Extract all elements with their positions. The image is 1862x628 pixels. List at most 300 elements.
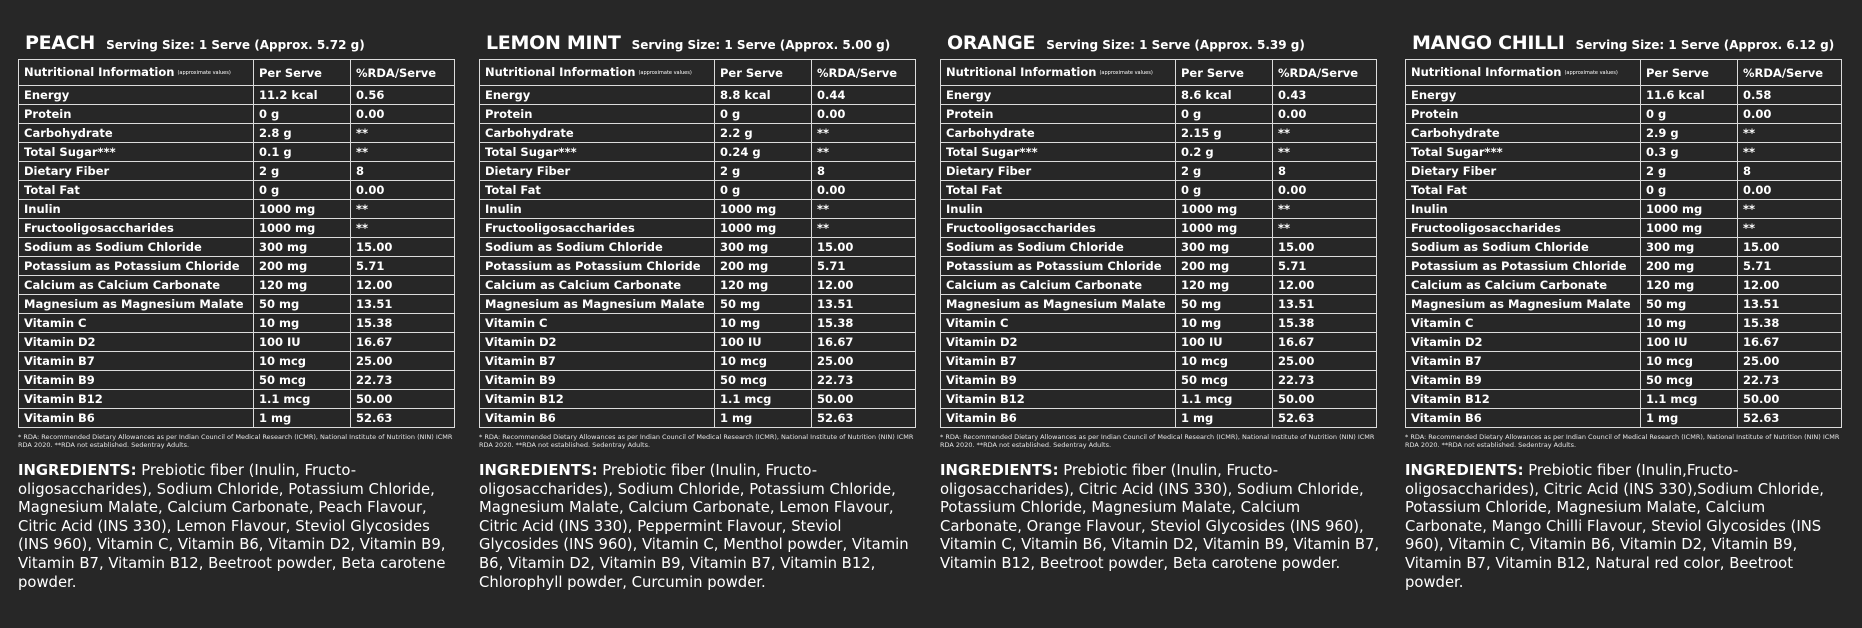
table-body (1406, 86, 1842, 428)
rda-cell: 22.73 (1273, 371, 1377, 390)
per-serve-cell: 200 mg (715, 257, 812, 276)
approx-note: (approximate values) (177, 69, 231, 76)
nutrient-name-cell: Vitamin B12 (941, 390, 1176, 409)
per-serve-cell: 1000 mg (1176, 200, 1273, 219)
per-serve-cell: 50 mg (715, 295, 812, 314)
flavor-name: MANGO CHILLI (1412, 32, 1565, 54)
per-serve-cell: 1000 mg (1641, 200, 1738, 219)
table-header-row (480, 60, 916, 86)
per-serve-cell: 50 mcg (1641, 371, 1738, 390)
table-row (941, 86, 1377, 105)
nutrient-name-cell: Vitamin B7 (480, 352, 715, 371)
rda-footnote: * RDA: Recommended Dietary Allowances as per Indian Council of Medical Research (ICMR), National Institute of Nutrition (NIN) ICMR RDA 2020. **RDA not established. Sedentray Adults. (479, 433, 914, 449)
ingredients-label: INGREDIENTS: (1405, 462, 1524, 479)
table-row (480, 295, 916, 314)
nutrient-name-cell: Vitamin B12 (19, 390, 254, 409)
per-serve-cell: 50 mcg (254, 371, 351, 390)
table-row (941, 409, 1377, 428)
rda-cell: ** (351, 124, 455, 143)
table-row (1406, 295, 1842, 314)
nutrition-table (479, 59, 916, 428)
per-serve-cell: 8.8 kcal (715, 86, 812, 105)
nutrient-name-cell: Dietary Fiber (1406, 162, 1641, 181)
nutrient-name-cell: Magnesium as Magnesium Malate (480, 295, 715, 314)
rda-cell: 5.71 (1738, 257, 1842, 276)
per-serve-cell: 200 mg (1641, 257, 1738, 276)
nutrient-name-cell: Vitamin D2 (480, 333, 715, 352)
flavor-name: PEACH (25, 32, 95, 54)
rda-cell: 12.00 (1273, 276, 1377, 295)
table-row (19, 200, 455, 219)
rda-cell: 50.00 (1738, 390, 1842, 409)
table-row (19, 371, 455, 390)
table-row (1406, 371, 1842, 390)
nutrient-name-cell: Total Fat (480, 181, 715, 200)
header-nutrition: Nutritional Information (approximate values) (1406, 60, 1641, 86)
per-serve-cell: 0 g (715, 181, 812, 200)
table-row (19, 124, 455, 143)
rda-footnote: * RDA: Recommended Dietary Allowances as per Indian Council of Medical Research (ICMR), National Institute of Nutrition (NIN) ICMR RDA 2020. **RDA not established. Sedentray Adults. (1405, 433, 1840, 449)
rda-cell: 50.00 (351, 390, 455, 409)
per-serve-cell: 0.2 g (1176, 143, 1273, 162)
header-nutrition: Nutritional Information (approximate values) (941, 60, 1176, 86)
per-serve-cell: 1.1 mcg (1641, 390, 1738, 409)
table-row (941, 124, 1377, 143)
nutrient-name-cell: Vitamin B7 (941, 352, 1176, 371)
per-serve-cell: 2 g (254, 162, 351, 181)
rda-cell: ** (1738, 219, 1842, 238)
rda-cell: ** (1738, 143, 1842, 162)
nutrient-name-cell: Dietary Fiber (941, 162, 1176, 181)
per-serve-cell: 1.1 mcg (715, 390, 812, 409)
table-row (480, 200, 916, 219)
rda-cell: 15.00 (1738, 238, 1842, 257)
table-row (19, 143, 455, 162)
panel-title-row (947, 32, 1378, 56)
approx-note: (approximate values) (1099, 69, 1153, 76)
per-serve-cell: 2 g (715, 162, 812, 181)
per-serve-cell: 0 g (1641, 105, 1738, 124)
table-row (1406, 333, 1842, 352)
table-row (1406, 181, 1842, 200)
table-header-row (941, 60, 1377, 86)
rda-cell: 13.51 (1738, 295, 1842, 314)
per-serve-cell: 10 mcg (254, 352, 351, 371)
nutrient-name-cell: Fructooligosaccharides (480, 219, 715, 238)
rda-cell: 0.56 (351, 86, 455, 105)
table-row (19, 409, 455, 428)
per-serve-cell: 1 mg (254, 409, 351, 428)
table-row (19, 352, 455, 371)
table-row (1406, 352, 1842, 371)
serving-size: Serving Size: 1 Serve (Approx. 5.00 g) (631, 38, 891, 52)
rda-cell: ** (812, 219, 916, 238)
rda-cell: 22.73 (1738, 371, 1842, 390)
nutrient-name-cell: Vitamin B12 (1406, 390, 1641, 409)
nutrient-name-cell: Potassium as Potassium Chloride (1406, 257, 1641, 276)
rda-cell: 50.00 (1273, 390, 1377, 409)
nutrient-name-cell: Vitamin B6 (941, 409, 1176, 428)
rda-cell: 25.00 (1738, 352, 1842, 371)
nutrient-name-cell: Calcium as Calcium Carbonate (480, 276, 715, 295)
nutrient-name-cell: Sodium as Sodium Chloride (480, 238, 715, 257)
ingredients-block (1405, 462, 1845, 592)
per-serve-cell: 0.3 g (1641, 143, 1738, 162)
rda-cell: 5.71 (812, 257, 916, 276)
flavor-name: ORANGE (947, 32, 1036, 54)
per-serve-cell: 120 mg (254, 276, 351, 295)
nutrient-name-cell: Dietary Fiber (480, 162, 715, 181)
rda-cell: ** (1273, 200, 1377, 219)
ingredients-block (479, 462, 919, 592)
table-row (1406, 200, 1842, 219)
rda-cell: 0.00 (351, 105, 455, 124)
nutrient-name-cell: Energy (1406, 86, 1641, 105)
nutrient-name-cell: Magnesium as Magnesium Malate (19, 295, 254, 314)
rda-cell: 52.63 (1738, 409, 1842, 428)
nutrient-name-cell: Carbohydrate (480, 124, 715, 143)
nutrient-name-cell: Fructooligosaccharides (1406, 219, 1641, 238)
per-serve-cell: 1000 mg (715, 200, 812, 219)
rda-cell: 16.67 (1738, 333, 1842, 352)
rda-cell: 16.67 (812, 333, 916, 352)
per-serve-cell: 11.6 kcal (1641, 86, 1738, 105)
table-row (19, 257, 455, 276)
panel-orange (940, 32, 1378, 574)
table-row (941, 200, 1377, 219)
per-serve-cell: 300 mg (1176, 238, 1273, 257)
rda-cell: 15.00 (1273, 238, 1377, 257)
table-body (19, 86, 455, 428)
panel-title-row (486, 32, 917, 56)
nutrient-name-cell: Fructooligosaccharides (941, 219, 1176, 238)
table-row (480, 162, 916, 181)
per-serve-cell: 200 mg (254, 257, 351, 276)
rda-cell: 25.00 (351, 352, 455, 371)
table-row (480, 238, 916, 257)
table-row (1406, 238, 1842, 257)
nutrient-name-cell: Dietary Fiber (19, 162, 254, 181)
nutrient-name-cell: Calcium as Calcium Carbonate (1406, 276, 1641, 295)
per-serve-cell: 100 IU (1641, 333, 1738, 352)
header-per-serve: Per Serve (1176, 60, 1273, 86)
nutrient-name-cell: Protein (480, 105, 715, 124)
table-row (480, 333, 916, 352)
table-row (941, 276, 1377, 295)
table-row (19, 219, 455, 238)
per-serve-cell: 2.8 g (254, 124, 351, 143)
per-serve-cell: 300 mg (254, 238, 351, 257)
per-serve-cell: 10 mg (1176, 314, 1273, 333)
table-row (19, 181, 455, 200)
rda-cell: 25.00 (812, 352, 916, 371)
nutrient-name-cell: Protein (19, 105, 254, 124)
table-row (1406, 143, 1842, 162)
rda-cell: 0.00 (1738, 105, 1842, 124)
per-serve-cell: 1 mg (715, 409, 812, 428)
nutrient-name-cell: Vitamin B7 (19, 352, 254, 371)
nutrient-name-cell: Magnesium as Magnesium Malate (1406, 295, 1641, 314)
rda-footnote: * RDA: Recommended Dietary Allowances as per Indian Council of Medical Research (ICMR), National Institute of Nutrition (NIN) ICMR RDA 2020. **RDA not established. Sedentray Adults. (940, 433, 1375, 449)
header-nutrition: Nutritional Information (approximate values) (19, 60, 254, 86)
rda-cell: 15.38 (812, 314, 916, 333)
rda-cell: ** (1273, 219, 1377, 238)
nutrient-name-cell: Inulin (1406, 200, 1641, 219)
per-serve-cell: 50 mg (1176, 295, 1273, 314)
rda-cell: 52.63 (812, 409, 916, 428)
panel-lemon-mint (479, 32, 917, 592)
rda-cell: 12.00 (812, 276, 916, 295)
rda-cell: ** (351, 143, 455, 162)
rda-cell: 8 (1738, 162, 1842, 181)
rda-cell: 12.00 (1738, 276, 1842, 295)
header-per-serve: Per Serve (1641, 60, 1738, 86)
nutrient-name-cell: Carbohydrate (941, 124, 1176, 143)
table-row (1406, 276, 1842, 295)
table-row (19, 390, 455, 409)
rda-cell: 13.51 (1273, 295, 1377, 314)
rda-cell: 0.00 (1273, 105, 1377, 124)
table-row (941, 162, 1377, 181)
per-serve-cell: 0 g (1176, 181, 1273, 200)
rda-cell: 52.63 (351, 409, 455, 428)
per-serve-cell: 100 IU (715, 333, 812, 352)
table-row (1406, 86, 1842, 105)
per-serve-cell: 8.6 kcal (1176, 86, 1273, 105)
nutrient-name-cell: Inulin (941, 200, 1176, 219)
nutrient-name-cell: Total Sugar*** (1406, 143, 1641, 162)
per-serve-cell: 120 mg (1641, 276, 1738, 295)
table-row (19, 86, 455, 105)
table-row (480, 371, 916, 390)
rda-cell: 15.00 (812, 238, 916, 257)
table-row (1406, 105, 1842, 124)
nutrient-name-cell: Sodium as Sodium Chloride (941, 238, 1176, 257)
rda-cell: ** (351, 219, 455, 238)
per-serve-cell: 2 g (1641, 162, 1738, 181)
per-serve-cell: 300 mg (1641, 238, 1738, 257)
serving-size: Serving Size: 1 Serve (Approx. 5.39 g) (1046, 38, 1305, 52)
table-row (941, 181, 1377, 200)
nutrient-name-cell: Total Fat (19, 181, 254, 200)
per-serve-cell: 0 g (254, 105, 351, 124)
rda-cell: 0.00 (1738, 181, 1842, 200)
ingredients-label: INGREDIENTS: (940, 462, 1059, 479)
header-nutrition: Nutritional Information (approximate values) (480, 60, 715, 86)
header-per-serve: Per Serve (254, 60, 351, 86)
rda-cell: 0.43 (1273, 86, 1377, 105)
nutrient-name-cell: Potassium as Potassium Chloride (941, 257, 1176, 276)
rda-cell: 13.51 (812, 295, 916, 314)
rda-cell: 12.00 (351, 276, 455, 295)
table-row (1406, 409, 1842, 428)
table-row (1406, 162, 1842, 181)
table-row (1406, 124, 1842, 143)
approx-note: (approximate values) (638, 69, 692, 76)
per-serve-cell: 0 g (1176, 105, 1273, 124)
nutrient-name-cell: Potassium as Potassium Chloride (19, 257, 254, 276)
rda-cell: ** (1738, 124, 1842, 143)
nutrient-name-cell: Protein (941, 105, 1176, 124)
nutrient-name-cell: Vitamin B7 (1406, 352, 1641, 371)
approx-note: (approximate values) (1564, 69, 1618, 76)
rda-cell: 15.38 (351, 314, 455, 333)
nutrition-table (18, 59, 455, 428)
table-row (19, 238, 455, 257)
rda-cell: 22.73 (351, 371, 455, 390)
panel-mango-chilli (1405, 32, 1843, 592)
per-serve-cell: 11.2 kcal (254, 86, 351, 105)
ingredients-text: Prebiotic fiber (Inulin, Fructo-oligosaccharides), Citric Acid (INS 330), Sodium Chloride, Potassium Chloride, Magnesium Malate, Calcium Carbonate, Orange Flavour, Steviol Glycosides (INS 960), Vitamin C, Vitamin B6, Vitamin D2, Vitamin B9, Vitamin B7, Vitamin B12, Beetroot powder, Beta carotene powder. (940, 462, 1380, 572)
rda-cell: 8 (1273, 162, 1377, 181)
per-serve-cell: 200 mg (1176, 257, 1273, 276)
per-serve-cell: 10 mcg (1176, 352, 1273, 371)
per-serve-cell: 1000 mg (1641, 219, 1738, 238)
table-row (941, 219, 1377, 238)
header-per-serve: Per Serve (715, 60, 812, 86)
per-serve-cell: 1.1 mcg (1176, 390, 1273, 409)
rda-cell: 15.38 (1273, 314, 1377, 333)
rda-cell: 15.00 (351, 238, 455, 257)
nutrient-name-cell: Vitamin B12 (480, 390, 715, 409)
rda-cell: 0.00 (812, 181, 916, 200)
per-serve-cell: 2.15 g (1176, 124, 1273, 143)
table-row (480, 143, 916, 162)
table-row (19, 276, 455, 295)
rda-cell: ** (351, 200, 455, 219)
per-serve-cell: 50 mcg (1176, 371, 1273, 390)
table-body (941, 86, 1377, 428)
per-serve-cell: 10 mcg (715, 352, 812, 371)
rda-cell: 50.00 (812, 390, 916, 409)
nutrient-name-cell: Vitamin C (1406, 314, 1641, 333)
nutrient-name-cell: Vitamin B6 (1406, 409, 1641, 428)
nutrient-name-cell: Vitamin B9 (480, 371, 715, 390)
nutrient-name-cell: Fructooligosaccharides (19, 219, 254, 238)
nutrient-name-cell: Total Fat (941, 181, 1176, 200)
header-rda: %RDA/Serve (1738, 60, 1842, 86)
nutrition-table (1405, 59, 1842, 428)
rda-cell: ** (1738, 200, 1842, 219)
header-rda: %RDA/Serve (1273, 60, 1377, 86)
table-row (941, 295, 1377, 314)
nutrient-name-cell: Protein (1406, 105, 1641, 124)
rda-cell: 15.38 (1738, 314, 1842, 333)
per-serve-cell: 1000 mg (1176, 219, 1273, 238)
ingredients-block (940, 462, 1380, 574)
table-row (1406, 257, 1842, 276)
table-row (1406, 219, 1842, 238)
table-row (480, 124, 916, 143)
nutrient-name-cell: Magnesium as Magnesium Malate (941, 295, 1176, 314)
nutrient-name-cell: Vitamin C (941, 314, 1176, 333)
table-header-row (19, 60, 455, 86)
per-serve-cell: 10 mg (715, 314, 812, 333)
per-serve-cell: 50 mcg (715, 371, 812, 390)
per-serve-cell: 0 g (254, 181, 351, 200)
nutrient-name-cell: Total Sugar*** (480, 143, 715, 162)
rda-cell: ** (1273, 143, 1377, 162)
per-serve-cell: 1 mg (1641, 409, 1738, 428)
rda-cell: 5.71 (1273, 257, 1377, 276)
serving-size: Serving Size: 1 Serve (Approx. 6.12 g) (1575, 38, 1835, 52)
per-serve-cell: 1.1 mcg (254, 390, 351, 409)
table-body (480, 86, 916, 428)
table-row (941, 371, 1377, 390)
per-serve-cell: 1000 mg (715, 219, 812, 238)
nutrient-name-cell: Calcium as Calcium Carbonate (19, 276, 254, 295)
rda-cell: 52.63 (1273, 409, 1377, 428)
table-row (480, 257, 916, 276)
table-row (480, 352, 916, 371)
per-serve-cell: 50 mg (1641, 295, 1738, 314)
table-row (941, 257, 1377, 276)
nutrient-name-cell: Inulin (19, 200, 254, 219)
ingredients-block (18, 462, 458, 592)
rda-cell: 8 (351, 162, 455, 181)
table-row (19, 314, 455, 333)
flavor-name: LEMON MINT (486, 32, 621, 54)
per-serve-cell: 10 mg (254, 314, 351, 333)
per-serve-cell: 0.1 g (254, 143, 351, 162)
per-serve-cell: 0.24 g (715, 143, 812, 162)
table-row (941, 238, 1377, 257)
table-row (1406, 314, 1842, 333)
per-serve-cell: 1000 mg (254, 219, 351, 238)
per-serve-cell: 0 g (715, 105, 812, 124)
table-header-row (1406, 60, 1842, 86)
per-serve-cell: 120 mg (1176, 276, 1273, 295)
table-row (19, 105, 455, 124)
rda-cell: 5.71 (351, 257, 455, 276)
ingredients-label: INGREDIENTS: (479, 462, 598, 479)
per-serve-cell: 0 g (1641, 181, 1738, 200)
nutrient-name-cell: Vitamin C (480, 314, 715, 333)
table-row (480, 314, 916, 333)
rda-cell: 16.67 (1273, 333, 1377, 352)
header-rda: %RDA/Serve (812, 60, 916, 86)
rda-footnote: * RDA: Recommended Dietary Allowances as per Indian Council of Medical Research (ICMR), National Institute of Nutrition (NIN) ICMR RDA 2020. **RDA not established. Sedentray Adults. (18, 433, 453, 449)
table-row (941, 105, 1377, 124)
serving-size: Serving Size: 1 Serve (Approx. 5.72 g) (106, 38, 365, 52)
nutrient-name-cell: Vitamin B9 (19, 371, 254, 390)
rda-cell: ** (812, 200, 916, 219)
nutrition-table (940, 59, 1377, 428)
table-row (480, 219, 916, 238)
per-serve-cell: 2.2 g (715, 124, 812, 143)
header-rda: %RDA/Serve (351, 60, 455, 86)
panel-title-row (25, 32, 456, 56)
table-row (19, 162, 455, 181)
table-row (480, 105, 916, 124)
rda-cell: 0.58 (1738, 86, 1842, 105)
rda-cell: 16.67 (351, 333, 455, 352)
nutrient-name-cell: Vitamin C (19, 314, 254, 333)
table-row (480, 390, 916, 409)
per-serve-cell: 300 mg (715, 238, 812, 257)
table-row (480, 409, 916, 428)
per-serve-cell: 10 mcg (1641, 352, 1738, 371)
table-row (480, 276, 916, 295)
nutrient-name-cell: Energy (480, 86, 715, 105)
rda-cell: 13.51 (351, 295, 455, 314)
nutrient-name-cell: Energy (19, 86, 254, 105)
rda-cell: 0.44 (812, 86, 916, 105)
table-row (480, 181, 916, 200)
per-serve-cell: 1 mg (1176, 409, 1273, 428)
table-row (941, 143, 1377, 162)
nutrient-name-cell: Potassium as Potassium Chloride (480, 257, 715, 276)
